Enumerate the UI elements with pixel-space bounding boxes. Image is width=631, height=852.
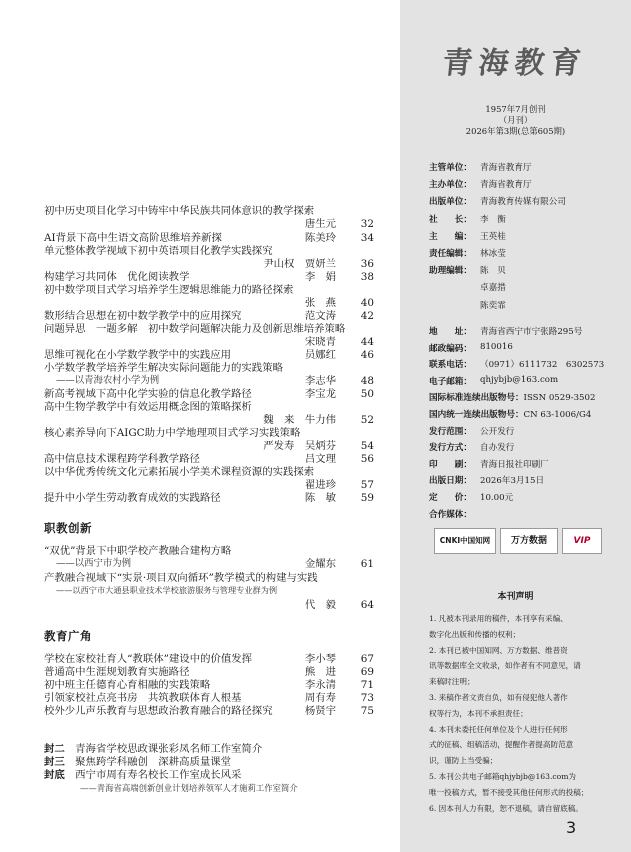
cover-subtitle: ——青海省高端创新创业计划培养领军人才施莉工作室简介 (80, 783, 298, 793)
toc-entry-author: 李宝龙 (304, 388, 336, 400)
toc-entry-author: 周有寿 (304, 692, 336, 704)
section-heading: 教育广角 (44, 629, 92, 643)
info-value: 王英桂 (480, 231, 506, 242)
toc-entry-title: 普通高中生涯规划教育实施路径 (44, 666, 190, 678)
toc-entry[interactable] (44, 706, 374, 719)
info-value: 公开发行 (480, 426, 515, 437)
toc-entry-title: “双优”背景下中职学校产教融合建构方略 (44, 545, 232, 557)
toc-entry[interactable] (44, 493, 374, 506)
notice-line: 来稿时注明； (429, 677, 475, 687)
cover-entry[interactable] (44, 770, 374, 783)
page-number: 3 (566, 818, 577, 837)
info-value: 陈奕霏 (480, 300, 506, 311)
toc-entry-author: 宋晓青 (304, 336, 336, 348)
toc-entry-title: 学校在家校社育人“教联体”建设中的价值发挥 (44, 653, 253, 665)
info-value: 自办发行 (480, 443, 515, 454)
partner-logos (434, 528, 600, 554)
issue-text: 2026年第3期(总第605期) (465, 126, 566, 136)
toc-entry-title: 数形结合思想在初中数学教学中的应用探究 (44, 310, 242, 322)
toc-entry-page: 75 (360, 705, 374, 717)
notice-line: 权等行为，本刊不承担责任； (429, 708, 528, 718)
info-value: 2026年3月15日 (480, 476, 545, 487)
info-value: 10.00元 (480, 493, 514, 503)
toc-entry-title: 核心素养导向下AIGC助力中学地理项目式学习实践策略 (44, 427, 301, 439)
info-row (429, 264, 506, 277)
toc-entry-title: 新高考视域下高中化学实验的信息化教学路径 (44, 388, 252, 400)
toc-entry-author: 范文涛 (304, 310, 336, 322)
info-row (429, 391, 595, 403)
toc-entry-author: 李永清 (304, 679, 336, 691)
info-row (429, 425, 515, 437)
cover-text: 青海省学校思政课张彩凤名师工作室简介 (75, 743, 263, 755)
info-label: 国内统一连续出版物号： (429, 410, 524, 420)
info-label: 印 刷： (429, 459, 472, 470)
toc-entry-author: 陈 敏 (304, 492, 336, 504)
cover-entry (44, 784, 374, 797)
notice-line: 识，谨防上当受骗； (429, 756, 498, 766)
toc-entry[interactable] (44, 600, 374, 613)
info-row (429, 325, 583, 337)
info-label: 主 编： (429, 231, 472, 242)
toc-entry-subtitle: ——以青海农村小学为例 (56, 375, 160, 386)
notice-line: 5. 本刊公共电子邮箱qhjybjb@163.com为 (429, 772, 577, 781)
toc-entry-page: 34 (360, 232, 374, 244)
info-row (429, 247, 506, 259)
toc-entry[interactable] (44, 559, 374, 572)
toc-entry-page: 46 (360, 349, 374, 361)
info-value: CN 63-1006/G4 (523, 410, 592, 420)
toc-entry-title: 引领家校社点亮书房 共筑教联体育人根基 (44, 692, 242, 704)
cover-label: 封二 (44, 743, 65, 755)
toc-entry-page: 36 (360, 258, 374, 270)
info-label: 社 长： (429, 214, 472, 225)
info-value: 卓嘉措 (480, 283, 506, 294)
info-row (429, 178, 532, 191)
cover-text: 聚焦跨学科融创 深耕高质量课堂 (75, 756, 232, 768)
toc-entry-title: 问题异思 一题多解 初中数学问题解决能力及创新思维培养策略 (44, 323, 346, 335)
toc-entry-page: 69 (360, 666, 374, 678)
toc-entry-title: 提升中小学生劳动教育成效的实践路径 (44, 492, 221, 504)
info-value: ISSN 0529-3502 (523, 393, 596, 404)
info-row (429, 491, 514, 503)
notice-line: 唯一投稿方式，暂不接受其他任何形式的投稿； (429, 787, 589, 797)
toc-entry-title: 初中班主任德育心育相融的实践策略 (44, 679, 211, 691)
toc-entry-page: 44 (360, 336, 374, 348)
notice-line: 6. 因本刊人力有限，恕不退稿，请自留底稿。 (429, 803, 583, 813)
toc-entry-title: 构建学习共同体 优化阅读教学 (44, 271, 190, 283)
info-value: 李 衡 (480, 214, 506, 225)
frequency-text: （月刊） (498, 115, 533, 125)
toc-entry-page: 56 (360, 453, 374, 465)
notice-line: 4. 本刊未委托任何单位及个人进行任何形 (429, 724, 568, 734)
toc-entry-page: 52 (360, 414, 374, 426)
info-label: 助理编辑： (429, 266, 472, 277)
info-value: 青海教育传媒有限公司 (480, 197, 566, 208)
toc-entry-page: 57 (360, 479, 374, 491)
toc-entry-title: 产教融合视域下“实景·项目双向循环”教学模式的构建与实践 (44, 572, 318, 584)
info-label: 出版单位： (429, 197, 472, 208)
toc-entry-author: 尹山权 贾妍兰 (263, 258, 336, 270)
toc-entry-page: 64 (360, 599, 374, 611)
info-row (429, 341, 513, 354)
partner-logo: CNKI中国知网 (434, 528, 496, 554)
toc-entry-author: 翟进珍 (304, 479, 336, 491)
info-row (429, 458, 549, 470)
info-row (429, 358, 605, 371)
toc-entry-page: 54 (360, 440, 374, 452)
toc-entry-author: 陈美玲 (304, 232, 336, 244)
info-row (429, 441, 515, 454)
toc-section-list (44, 546, 374, 616)
notice-line: 1. 凡被本刊录用的稿件，本刊享有采编、 (429, 614, 568, 623)
info-label: 地 址： (429, 327, 472, 337)
info-label: 电子邮箱： (429, 376, 472, 387)
info-label: 合作媒体： (429, 509, 472, 520)
toc-entry-author: 唐生元 (304, 218, 336, 230)
info-row (429, 508, 480, 520)
toc-entry-title: 以中华优秀传统文化元素拓展小学美术课程资源的实践探索 (44, 466, 315, 478)
notice-line: 讯等数据库全文收录，如作者有不同意见，请 (429, 661, 581, 671)
info-row (429, 374, 559, 387)
magazine-logo: 青海教育 (440, 46, 589, 81)
info-label: 主办单位： (429, 180, 472, 191)
toc-entry-subtitle: ——以西宁市大通县职业技术学校旅游服务与管理专业群为例 (56, 585, 278, 595)
toc-entry-author: 严发寿 吴炳芬 (263, 440, 336, 452)
toc-entry[interactable] (44, 219, 374, 232)
info-label: 国际标准连续出版物号： (429, 393, 524, 404)
cover-pages-list (44, 744, 374, 814)
info-label: 责任编辑： (429, 249, 472, 259)
toc-entry-page: 50 (360, 388, 374, 400)
partner-logo: 万方数据 (500, 528, 558, 554)
toc-entry-author: 魏 来 牛力伟 (263, 414, 336, 426)
toc-entry-page: 38 (360, 271, 374, 283)
info-row (429, 474, 545, 487)
toc-entry-subtitle: ——以西宁市为例 (56, 558, 132, 569)
info-label: 定 价： (429, 493, 472, 503)
toc-entry-page: 67 (360, 653, 374, 665)
toc-entry-title: 高中生物学教学中有效运用概念图的策略探析 (44, 401, 252, 413)
section-heading: 职教创新 (44, 521, 92, 535)
founded-text: 1957年7月创刊 (485, 104, 546, 114)
info-value: qhjybjb@163.com (480, 374, 559, 385)
toc-entry[interactable] (44, 586, 374, 599)
toc-entry-page: 59 (360, 492, 374, 504)
notice-line: 数字化出版和传播的权利； (429, 629, 521, 639)
toc-entry-page: 32 (360, 218, 374, 230)
toc-entry-author: 吕文理 (304, 453, 336, 465)
notice-line: 2. 本刊已被中国知网、万方数据、维普资 (429, 645, 568, 655)
toc-entry-title: 初中数学项目式学习培养学生逻辑思维能力的路径探索 (44, 284, 294, 296)
toc-entry-author: 李小琴 (304, 653, 336, 665)
info-label: 发行方式： (429, 443, 472, 454)
toc-entry-title: AI背景下高中生语文高阶思维培养新探 (44, 232, 222, 244)
toc-entry-title: 校外少儿声乐教育与思想政治教育融合的路径探究 (44, 705, 273, 717)
toc-entry-author: 李 娟 (304, 271, 336, 283)
cover-label: 封底 (44, 769, 65, 781)
toc-entry-author: 张 燕 (304, 297, 336, 309)
info-label: 主管单位： (429, 163, 472, 173)
toc-entry-page: 42 (360, 310, 374, 322)
notice-line: 3. 来稿作者文责自负，如有侵犯他人著作 (429, 693, 568, 702)
cover-text: 西宁市周有寿名校长工作室成长风采 (75, 769, 242, 781)
toc-entry-title: 思维可视化在小学数学教学中的实践应用 (44, 349, 232, 361)
toc-entry-page: 73 (360, 692, 374, 704)
info-value: 青海省教育厅 (480, 163, 532, 173)
toc-entry-title: 高中信息技术课程跨学科教学路径 (44, 453, 200, 465)
toc-entry-title: 初中历史项目化学习中铸牢中华民族共同体意识的教学探索 (44, 205, 315, 217)
toc-entry-title: 单元整体教学视域下初中英语项目化教学实践探究 (44, 245, 273, 257)
toc-entry-author: 李志华 (304, 375, 336, 387)
cover-label: 封三 (44, 756, 65, 768)
notice-title: 本刊声明 (497, 592, 534, 602)
toc-entry-page: 40 (360, 297, 374, 309)
info-value: 810016 (480, 341, 513, 352)
info-value: （0971）6111732 6302573 (480, 360, 605, 371)
toc-entry-author: 熊 进 (304, 666, 336, 678)
partner-logo: VIP (562, 528, 602, 554)
info-row (429, 281, 506, 294)
info-value: 陈 贝 (480, 266, 506, 277)
info-label: 出版日期： (429, 476, 472, 487)
info-row (429, 230, 506, 242)
toc-section-list (44, 654, 374, 724)
toc-entry-page: 61 (360, 558, 374, 570)
info-row (429, 408, 591, 420)
info-value: 青海日报社印刷厂 (480, 459, 549, 470)
toc-main-list (44, 206, 374, 506)
info-label: 邮政编码： (429, 343, 472, 354)
info-label: 发行范围： (429, 426, 472, 437)
toc-entry-author: 金耀东 (304, 558, 336, 570)
info-value: 青海省教育厅 (480, 180, 532, 191)
notice-line: 式的征稿、组稿活动，提醒作者提高防范意 (429, 740, 574, 750)
toc-entry-author: 杨贤宇 (304, 705, 336, 717)
info-label: 联系电话： (429, 360, 472, 371)
toc-entry-page: 71 (360, 679, 374, 691)
info-row (429, 195, 566, 208)
info-value: 林冰莹 (480, 249, 506, 259)
info-value: 青海省西宁市宁张路295号 (480, 327, 583, 337)
info-row (429, 299, 506, 311)
info-row (429, 161, 532, 173)
toc-entry-title: 小学数学教学培养学生解决实际问题能力的实践策略 (44, 362, 283, 374)
toc-entry-author: 代 毅 (304, 599, 336, 611)
toc-entry-author: 员娜红 (304, 349, 336, 361)
info-row (429, 213, 506, 225)
toc-entry-page: 48 (360, 375, 374, 387)
